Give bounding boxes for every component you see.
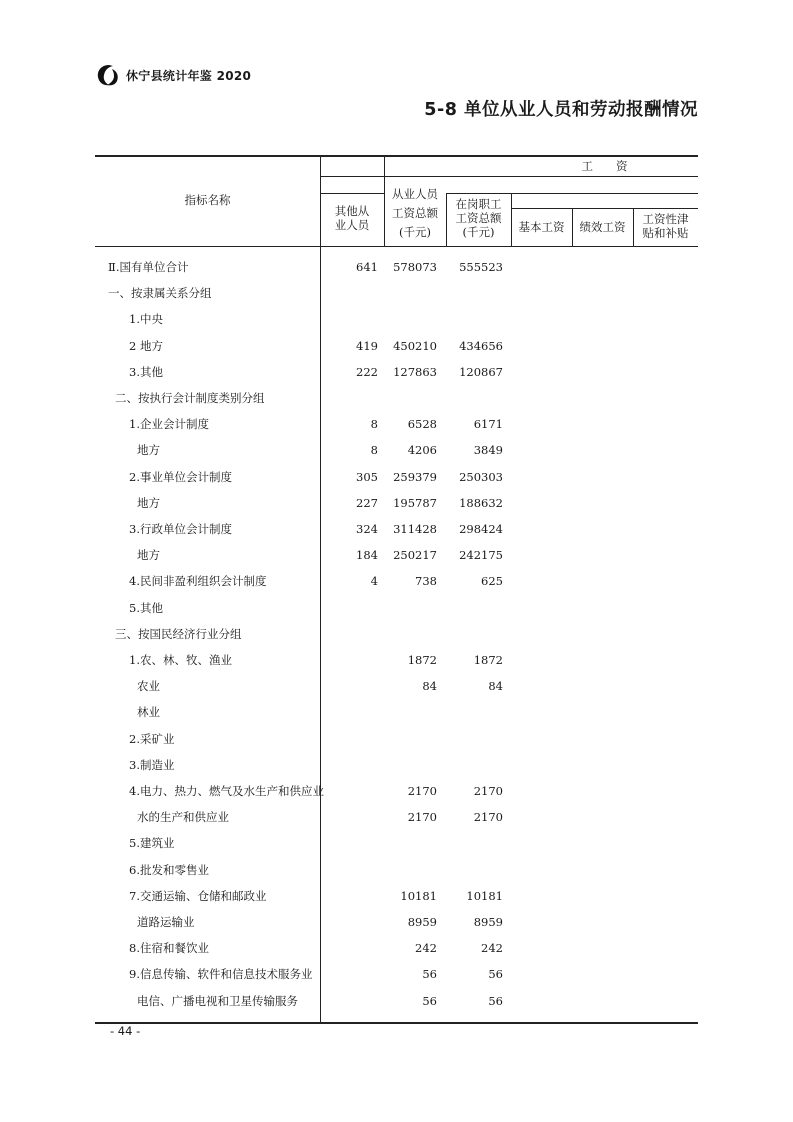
row-name: 8.住宿和餐饮业	[129, 941, 209, 956]
onpost-wage-value: 10181	[466, 888, 503, 903]
row-name: 5.建筑业	[129, 836, 175, 851]
onpost-wage-value: 8959	[473, 915, 503, 929]
table-row	[95, 830, 698, 856]
total-wage-value: 2170	[407, 784, 437, 798]
onpost-wage-value: 6171	[473, 417, 503, 432]
row-name: 1.农、林、牧、渔业	[129, 653, 232, 667]
total-wage-value: 84	[422, 679, 437, 694]
row-name: 9.信息传输、软件和信息技术服务业	[129, 967, 313, 982]
row-name: 3.行政单位会计制度	[129, 522, 232, 536]
total-wage-value: 738	[415, 574, 437, 589]
onpost-wage-value: 2170	[473, 784, 503, 798]
table-row	[95, 909, 698, 935]
total-wage-value: 6528	[407, 417, 437, 432]
other-staff-value: 222	[356, 364, 378, 379]
table-bottom-rule	[95, 1022, 698, 1024]
indicator-header: 指标名称	[184, 193, 231, 207]
onpost-wage-value: 242175	[459, 548, 503, 563]
row-name: 道路运输业	[137, 915, 195, 929]
table-row	[95, 359, 698, 385]
other-staff-rule-b	[320, 193, 384, 194]
row-name: 一、按隶属关系分组	[108, 286, 212, 301]
table-row	[95, 961, 698, 987]
onpost-wage-value: 242	[481, 941, 503, 956]
row-name: 2.事业单位会计制度	[129, 469, 232, 484]
table-row	[95, 411, 698, 437]
row-name: 6.批发和零售业	[129, 862, 209, 877]
row-name: 农业	[137, 679, 160, 694]
wage-subgroup-rule	[446, 193, 698, 194]
onpost-wage-value: 56	[488, 967, 503, 982]
row-name: 5.其他	[129, 600, 163, 615]
row-name: 3.其他	[129, 364, 163, 379]
total-wage-value: 450210	[393, 338, 437, 353]
table-row	[95, 254, 698, 280]
other-staff-header: 其他从 业人员	[334, 204, 370, 232]
table-row	[95, 726, 698, 752]
table-row	[95, 988, 698, 1014]
onpost-wage-value: 56	[488, 993, 503, 1008]
onpost-wage-value: 1872	[473, 653, 503, 667]
row-name: 电信、广播电视和卫星传输服务	[137, 993, 298, 1008]
onpost-wage-value: 2170	[473, 810, 503, 825]
table-row	[95, 647, 698, 673]
table-row	[95, 516, 698, 542]
book-header	[95, 62, 251, 88]
row-name: 1.企业会计制度	[129, 417, 209, 432]
yearbook-logo-icon	[95, 62, 121, 88]
row-name: 7.交通运输、仓储和邮政业	[129, 888, 267, 903]
table-row	[95, 804, 698, 830]
total-wage-value: 195787	[393, 495, 437, 510]
wage-group-rule	[384, 176, 698, 177]
allowance-header: 工资性津 贴和补贴	[642, 212, 689, 240]
table-row	[95, 699, 698, 725]
performance-wage-header: 绩效工资	[579, 220, 626, 234]
page-title: 5-8 单位从业人员和劳动报酬情况	[424, 100, 698, 120]
other-staff-value: 227	[356, 495, 378, 510]
row-name: 林业	[137, 705, 160, 720]
row-name: 三、按国民经济行业分组	[115, 626, 242, 641]
onpost-wage-value: 84	[488, 679, 503, 694]
row-name: 地方	[137, 548, 160, 563]
total-wage-value: 8959	[407, 915, 437, 929]
page-number: - 44 -	[110, 1024, 141, 1038]
table-row	[95, 595, 698, 621]
total-wage-value: 578073	[393, 260, 437, 274]
row-name: 地方	[137, 495, 160, 510]
row-name: 4.电力、热力、燃气及水生产和供应业	[129, 784, 324, 798]
book-title: 休宁县统计年鉴 2020	[126, 68, 252, 83]
total-wage-value: 56	[422, 993, 437, 1008]
table-row	[95, 673, 698, 699]
row-name: 地方	[137, 443, 160, 458]
onpost-wage-value: 555523	[459, 260, 503, 274]
row-name: 1.中央	[129, 312, 163, 327]
total-wage-value: 1872	[407, 653, 437, 667]
row-name: Ⅱ.国有单位合计	[108, 260, 189, 274]
other-staff-value: 184	[356, 548, 378, 563]
other-staff-value: 8	[370, 417, 378, 432]
table-row	[95, 857, 698, 883]
table-row	[95, 385, 698, 411]
onpost-wage-header: 在岗职工 工资总额 (千元)	[455, 197, 502, 239]
table-row	[95, 778, 698, 804]
onpost-wage-value: 434656	[459, 338, 503, 353]
total-wage-value: 311428	[393, 522, 437, 536]
total-wage-value: 2170	[407, 810, 437, 825]
onpost-wage-value: 298424	[459, 522, 503, 536]
other-staff-value: 8	[370, 443, 378, 458]
other-staff-value: 324	[356, 522, 378, 536]
row-name: 3.制造业	[129, 757, 175, 772]
onpost-wage-value: 188632	[459, 495, 503, 510]
other-staff-value: 305	[356, 469, 378, 484]
table-row	[95, 935, 698, 961]
total-wage-value: 4206	[407, 443, 437, 458]
wage-detail-rule	[511, 208, 698, 209]
onpost-wage-value: 625	[481, 574, 503, 589]
table-row	[95, 333, 698, 359]
total-wage-value: 56	[422, 967, 437, 982]
onpost-wage-value: 3849	[473, 443, 503, 458]
total-wage-value: 127863	[393, 364, 437, 379]
table-row	[95, 437, 698, 463]
total-wage-value: 242	[415, 941, 437, 956]
table-row	[95, 621, 698, 647]
other-staff-rule-a	[320, 176, 384, 177]
other-staff-value: 419	[356, 338, 378, 353]
table-row	[95, 752, 698, 778]
table-row	[95, 568, 698, 594]
onpost-wage-value: 120867	[459, 364, 503, 379]
table-row	[95, 542, 698, 568]
basic-wage-header: 基本工资	[518, 220, 565, 234]
row-name: 水的生产和供应业	[137, 810, 229, 825]
other-staff-value: 4	[370, 574, 378, 589]
total-wage-value: 250217	[393, 548, 437, 563]
row-name: 二、按执行会计制度类别分组	[115, 391, 265, 405]
row-name: 2.采矿业	[129, 731, 175, 746]
total-wage-value: 259379	[393, 469, 437, 484]
row-name: 4.民间非盈利组织会计制度	[129, 574, 267, 589]
table-top-rule	[95, 155, 698, 157]
total-wage-header: 从业人员 工资总额 (千元)	[392, 187, 438, 239]
other-staff-value: 641	[356, 260, 378, 274]
onpost-wage-value: 250303	[459, 469, 503, 484]
table-row	[95, 464, 698, 490]
table-row	[95, 306, 698, 332]
wage-group-header: 工 资	[581, 159, 628, 173]
header-bottom-rule	[95, 246, 698, 247]
table-row	[95, 280, 698, 306]
table-row	[95, 883, 698, 909]
table-row	[95, 490, 698, 516]
total-wage-value: 10181	[400, 888, 437, 903]
row-name: 2 地方	[129, 338, 163, 353]
